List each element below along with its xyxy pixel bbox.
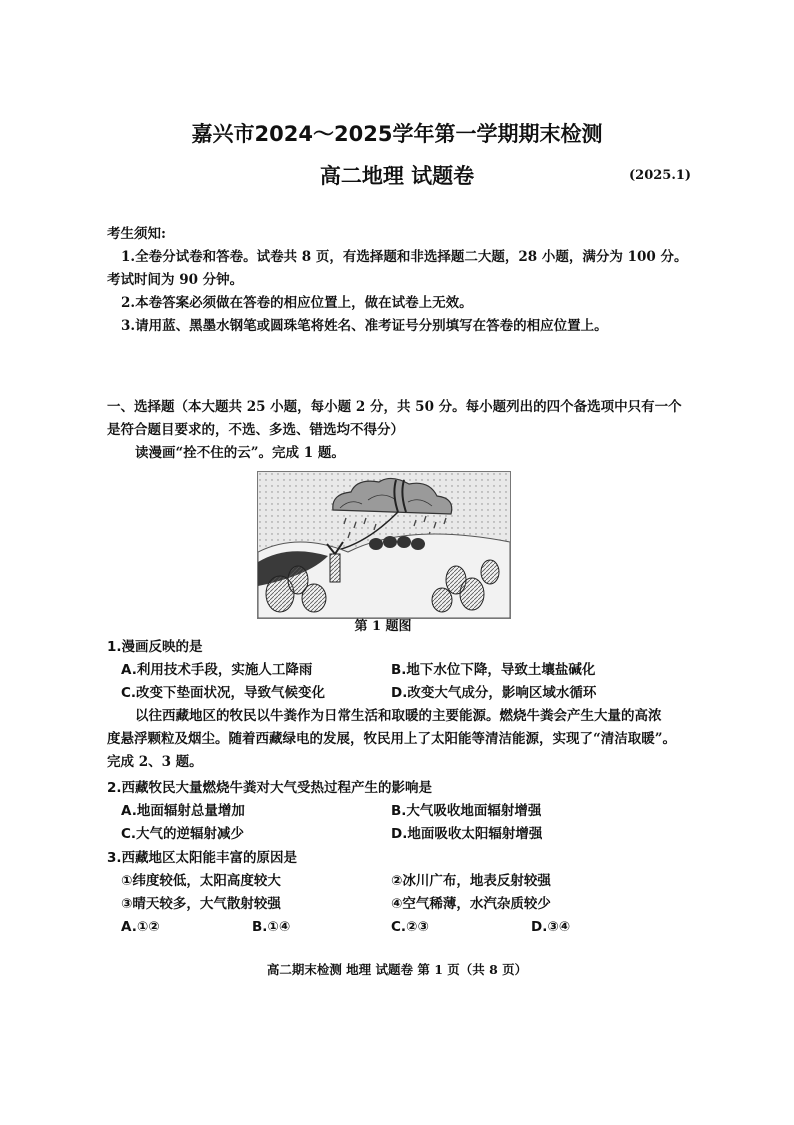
question-1-option-d: D.改变大气成分，影响区域水循环 bbox=[391, 685, 597, 701]
notice-item-3: 3.请用蓝、黑墨水钢笔或圆珠笔将姓名、准考证号分别填写在答卷的相应位置上。 bbox=[121, 318, 608, 334]
question-3-option-a: A.①② bbox=[121, 919, 160, 935]
question-1-option-b: B.地下水位下降，导致土壤盐碱化 bbox=[391, 662, 596, 678]
page-footer: 高二期末检测 地理 试题卷 第 1 页（共 8 页） bbox=[266, 962, 528, 977]
section-heading-cont: 是符合题目要求的，不选、多选、错选均不得分） bbox=[107, 422, 404, 438]
notice-item-1-cont: 考试时间为 90 分钟。 bbox=[107, 272, 244, 288]
question-3-statement-1: ①纬度较低，太阳高度较大 bbox=[121, 873, 281, 889]
passage-line-1: 以往西藏地区的牧民以牛粪作为日常生活和取暖的主要能源。燃烧牛粪会产生大量的高浓 bbox=[135, 708, 662, 724]
question-3-option-b: B.①④ bbox=[252, 919, 291, 935]
read-instruction: 读漫画“拴不住的云”。完成 1 题。 bbox=[135, 445, 345, 461]
notice-item-1: 1.全卷分试卷和答卷。试卷共 8 页，有选择题和非选择题二大题，28 小题，满分为 100 分。 bbox=[121, 249, 688, 265]
cartoon-illustration bbox=[258, 472, 510, 618]
exam-title: 嘉兴市2024～2025学年第一学期期末检测 bbox=[191, 122, 603, 146]
question-2-option-a: A.地面辐射总量增加 bbox=[121, 803, 245, 819]
figure-caption: 第 1 题图 bbox=[354, 619, 412, 634]
passage-line-2: 度悬浮颗粒及烟尘。随着西藏绿电的发展，牧民用上了太阳能等清洁能源，实现了“清洁取暖”。 bbox=[107, 731, 677, 747]
cartoon-figure bbox=[257, 471, 511, 619]
question-1-option-c: C.改变下垫面状况，导致气候变化 bbox=[121, 685, 326, 701]
question-2-stem: 2.西藏牧民大量燃烧牛粪对大气受热过程产生的影响是 bbox=[107, 780, 433, 796]
question-2-option-c: C.大气的逆辐射减少 bbox=[121, 826, 245, 842]
question-3-statement-2: ②冰川广布，地表反射较强 bbox=[391, 873, 551, 889]
question-3-stem: 3.西藏地区太阳能丰富的原因是 bbox=[107, 850, 298, 866]
exam-subtitle: 高二地理 试题卷 bbox=[319, 164, 475, 188]
exam-date: (2025.1) bbox=[629, 168, 692, 183]
passage-line-3: 完成 2、3 题。 bbox=[107, 754, 203, 770]
question-2-option-d: D.地面吸收太阳辐射增强 bbox=[391, 826, 543, 842]
question-3-statement-4: ④空气稀薄，水汽杂质较少 bbox=[391, 896, 551, 912]
question-1-stem: 1.漫画反映的是 bbox=[107, 639, 203, 655]
notice-item-2: 2.本卷答案必须做在答卷的相应位置上，做在试卷上无效。 bbox=[121, 295, 473, 311]
passage-paragraph bbox=[107, 705, 697, 774]
question-1-option-a: A.利用技术手段，实施人工降雨 bbox=[121, 662, 313, 678]
question-2-option-b: B.大气吸收地面辐射增强 bbox=[391, 803, 542, 819]
question-3-option-c: C.②③ bbox=[391, 919, 429, 935]
section-heading: 一、选择题（本大题共 25 小题，每小题 2 分，共 50 分。每小题列出的四个备选项中只有一个 bbox=[107, 399, 682, 415]
question-3-statement-3: ③晴天较多，大气散射较强 bbox=[121, 896, 281, 912]
question-3-option-d: D.③④ bbox=[531, 919, 571, 935]
notice-heading: 考生须知: bbox=[107, 226, 166, 242]
